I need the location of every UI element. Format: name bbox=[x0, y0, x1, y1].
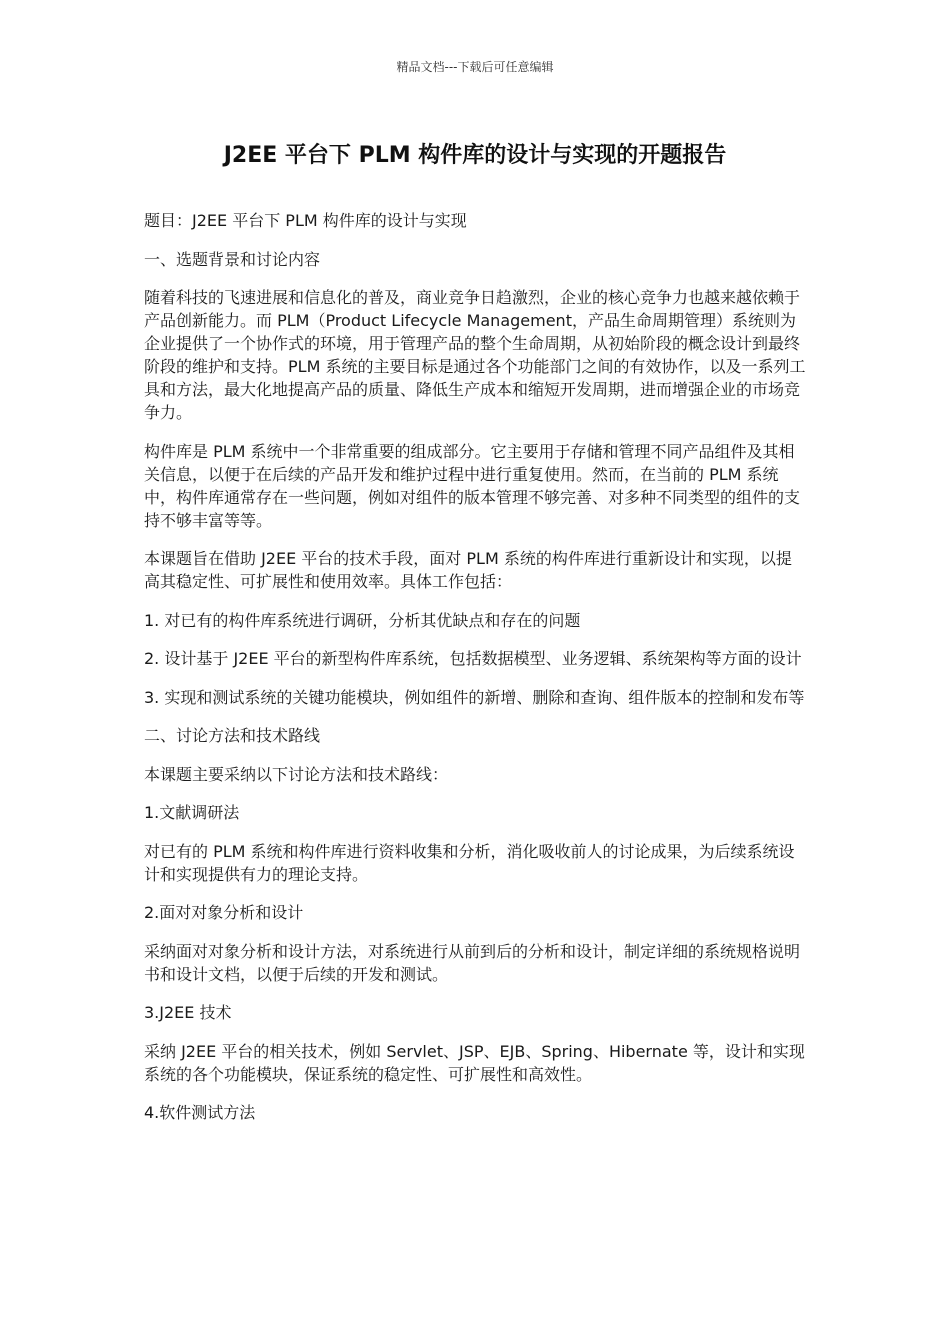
subheading: 3.J2EE 技术 bbox=[144, 1003, 232, 1022]
subheading: 2.面对对象分析和设计 bbox=[144, 903, 304, 922]
header-note: 精品文档---下载后可任意编辑 bbox=[396, 60, 554, 74]
document-title: J2EE 平台下 PLM 构件库的设计与实现的开题报告 bbox=[223, 143, 727, 168]
body-paragraph: 构件库是 PLM 系统中一个非常重要的组成部分。它主要用于存储和管理不同产品组件及其相关信息，以便于在后续的产品开发和维护过程中进行重复使用。然而，在当前的 PLM 系统中，构件库通常存在一些问题，例如对组件的版本管理不够完善、对多种不同类型的组件的支持不够丰富等等。 bbox=[144, 441, 801, 530]
subheading: 1.文献调研法 bbox=[144, 803, 240, 822]
list-item: 3. 实现和测试系统的关键功能模块，例如组件的新增、删除和查询、组件版本的控制和发布等 bbox=[144, 687, 805, 707]
body-paragraph: 采纳面对对象分析和设计方法，对系统进行从前到后的分析和设计，制定详细的系统规格说明书和设计文档，以便于后续的开发和测试。 bbox=[144, 941, 801, 984]
body-paragraph: 本课题旨在借助 J2EE 平台的技术手段，面对 PLM 系统的构件库进行重新设计和实现，以提高其稳定性、可扩展性和使用效率。具体工作包括： bbox=[144, 549, 792, 591]
subheading: 4.软件测试方法 bbox=[144, 1103, 256, 1122]
body-paragraph: 对已有的 PLM 系统和构件库进行资料收集和分析，消化吸收前人的讨论成果，为后续系统设计和实现提供有力的理论支持。 bbox=[144, 841, 795, 884]
list-item: 1. 对已有的构件库系统进行调研，分析其优缺点和存在的问题 bbox=[144, 610, 581, 630]
topic-line: 题目：J2EE 平台下 PLM 构件库的设计与实现 bbox=[144, 211, 467, 230]
body-paragraph: 随着科技的飞速进展和信息化的普及，商业竞争日趋激烈，企业的核心竞争力也越来越依赖于产品创新能力。而 PLM（Product Lifecycle Management，产品生命周期管理）系统则为企业提供了一个协作式的环境，用于管理产品的整个生命周期，从初始阶段的概念设计到最终阶段的维护和支持。PLM 系统的主要目标是通过各个功能部门之间的有效协作，以及一系列工具和方法，最大化地提高产品的质量、降低生产成本和缩短开发周期，进而增强企业的市场竞争力。 bbox=[144, 288, 806, 422]
section-heading-methods: 二、讨论方法和技术路线 bbox=[144, 726, 321, 745]
document-body bbox=[144, 209, 806, 1140]
section-heading-background: 一、选题背景和讨论内容 bbox=[144, 249, 321, 269]
list-item: 2. 设计基于 J2EE 平台的新型构件库系统，包括数据模型、业务逻辑、系统架构等方面的设计 bbox=[144, 649, 802, 668]
body-paragraph: 本课题主要采纳以下讨论方法和技术路线： bbox=[144, 764, 449, 784]
body-paragraph: 采纳 J2EE 平台的相关技术，例如 Servlet、JSP、EJB、Spring、Hibernate 等，设计和实现系统的各个功能模块，保证系统的稳定性、可扩展性和高效性。 bbox=[144, 1041, 805, 1084]
